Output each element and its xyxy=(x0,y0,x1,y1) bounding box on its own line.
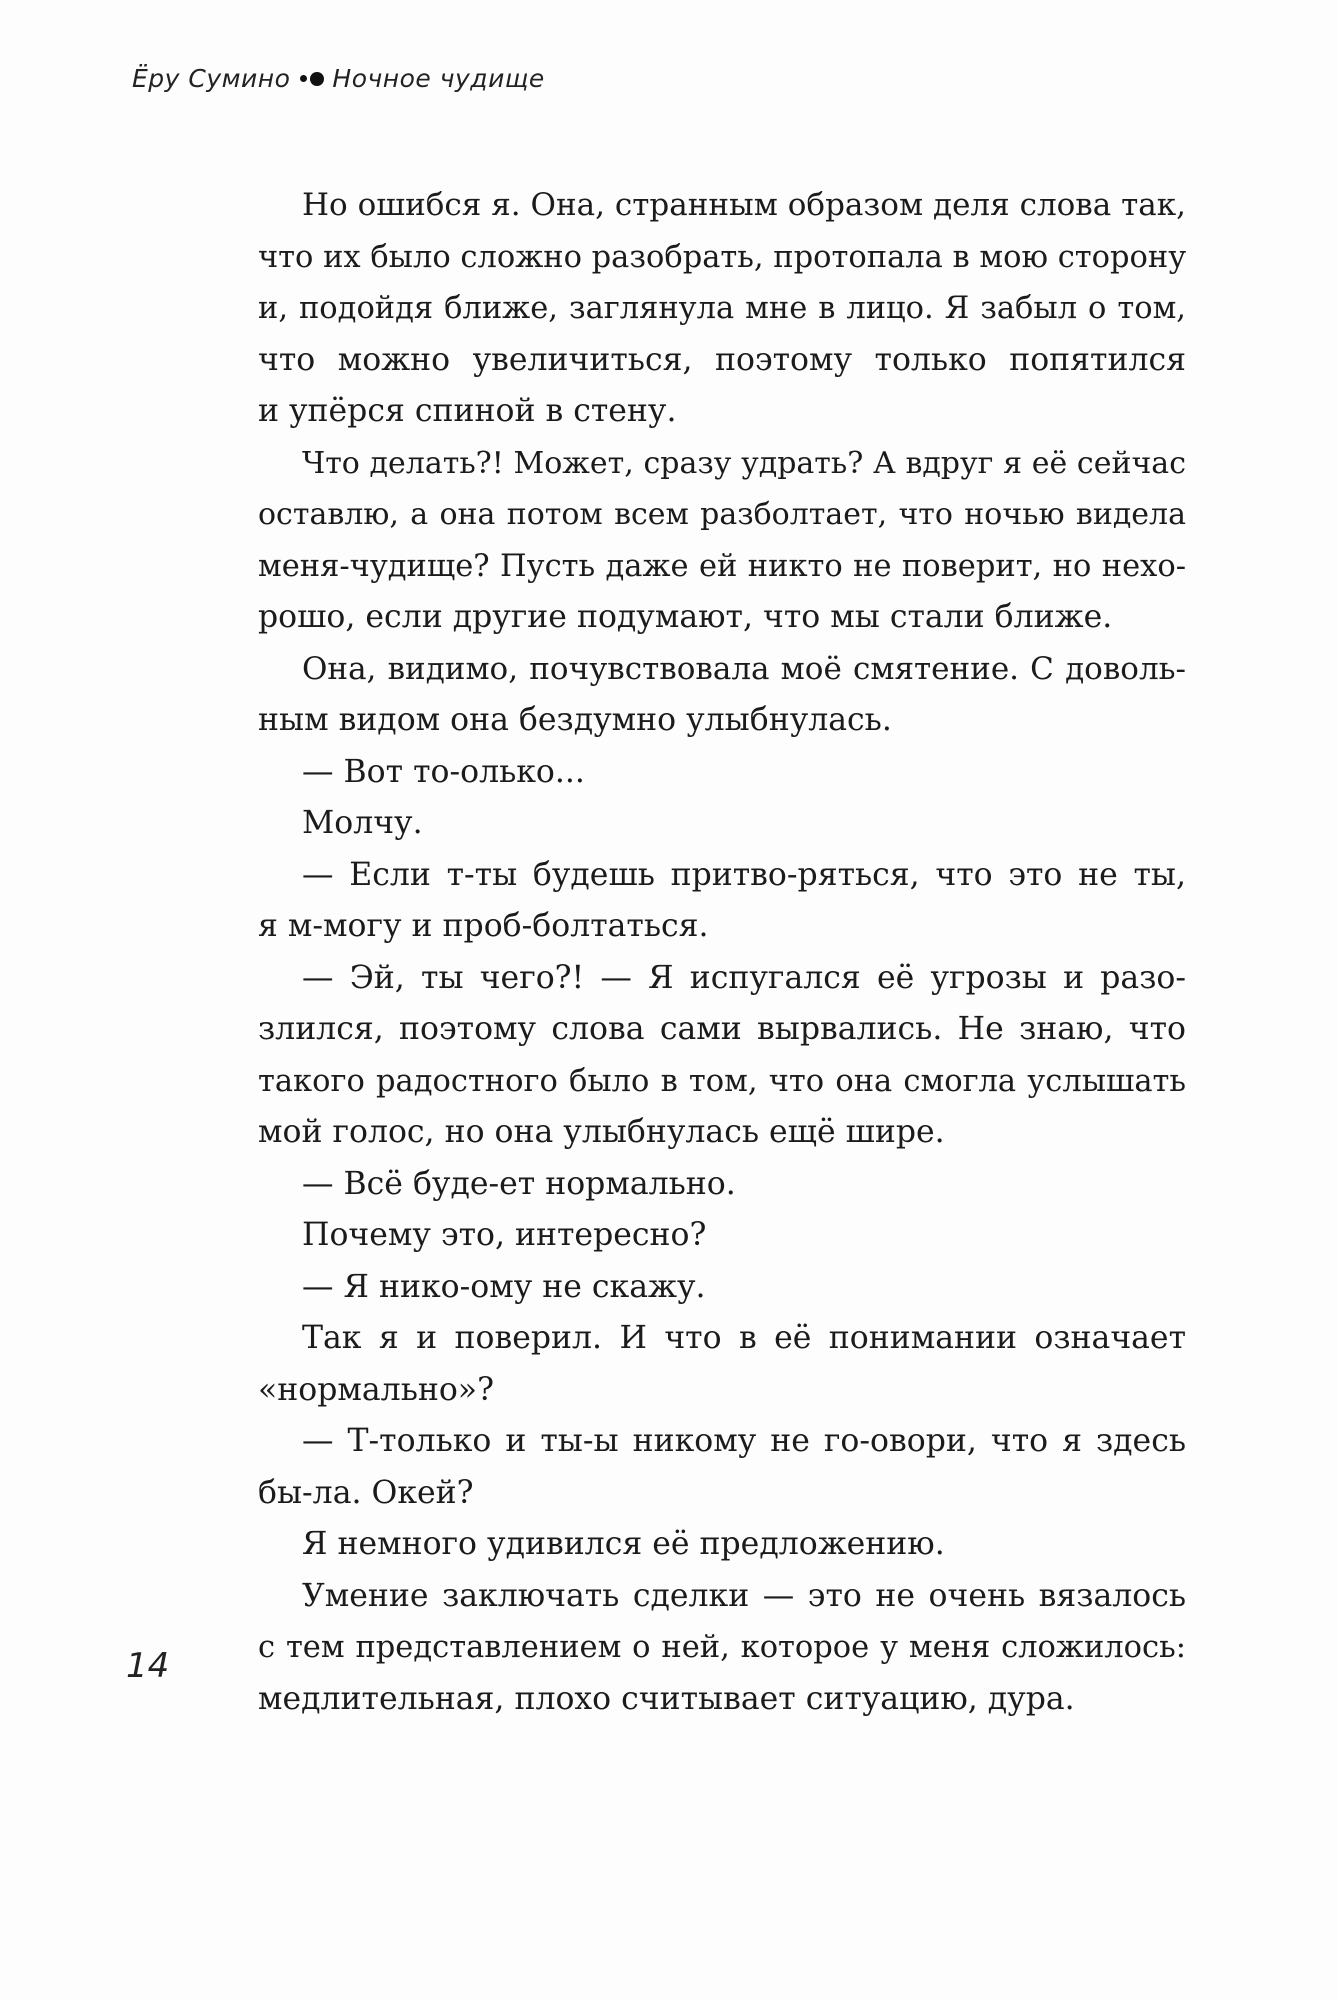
text-line: Так я и поверил. И что в её понимании означает xyxy=(302,1320,1186,1356)
text-line: Почему это, интересно? xyxy=(302,1217,707,1253)
text-line: оставлю, а она потом всем разболтает, что ночью видела xyxy=(258,497,1186,532)
text-line: — Вот то-олько... xyxy=(302,753,585,790)
text-line: злился, поэтому слова сами вырвались. Не знаю, что xyxy=(258,1011,1186,1047)
text-line: рошо, если другие подумают, что мы стали ближе. xyxy=(258,599,1113,635)
text-line: что можно увеличиться, поэтому только попятился xyxy=(258,341,1186,378)
header-separator-icon xyxy=(300,72,324,86)
body-text xyxy=(258,180,1186,1725)
text-line: с тем представлением о ней, которое у меня сложилось: xyxy=(258,1630,1186,1665)
text-line: и, подойдя ближе, заглянула мне в лицо. Я забыл о том, xyxy=(258,291,1186,326)
text-line: Она, видимо, почувствовала моё смятение. С доволь- xyxy=(302,650,1186,687)
text-line: бы-ла. Окей? xyxy=(258,1474,474,1511)
header-author: Ёру Сумино xyxy=(132,64,291,93)
page-number: 14 xyxy=(126,1646,170,1686)
text-line: я м-могу и проб-болтаться. xyxy=(258,908,709,944)
text-line: меня-чудище? Пусть даже ей никто не поверит, но нехо- xyxy=(258,548,1186,584)
text-line: Молчу. xyxy=(302,805,423,841)
header-book-title: Ночное чудище xyxy=(332,64,545,93)
text-line: ным видом она бездумно улыбнулась. xyxy=(258,702,892,738)
text-line: мой голос, но она улыбнулась ещё шире. xyxy=(258,1114,945,1150)
text-line: — Всё буде-ет нормально. xyxy=(302,1165,736,1202)
text-line: — Эй, ты чего?! — Я испугался её угрозы и разо- xyxy=(302,959,1186,996)
text-line: Но ошибся я. Она, странным образом деля слова так, xyxy=(302,187,1186,223)
text-line: что их было сложно разобрать, протопала в мою сторону xyxy=(258,239,1187,275)
text-line: — Т-только и ты-ы никому не го-овори, что я здесь xyxy=(302,1423,1186,1459)
running-header xyxy=(132,64,545,93)
text-line: такого радостного было в том, что она смогла услышать xyxy=(258,1063,1186,1099)
text-line: Я немного удивился её предложению. xyxy=(302,1526,945,1562)
text-line: «нормально»? xyxy=(258,1371,494,1408)
text-line: медлительная, плохо считывает ситуацию, дура. xyxy=(258,1680,1075,1717)
text-line: Что делать?! Может, сразу удрать? А вдруг я её сейчас xyxy=(302,445,1186,481)
text-line: — Я нико-ому не скажу. xyxy=(302,1268,706,1305)
text-line: и упёрся спиной в стену. xyxy=(258,393,677,429)
text-line: Умение заключать сделки — это не очень вязалось xyxy=(302,1577,1186,1614)
text-line: — Если т-ты будешь притво-ряться, что это не ты, xyxy=(302,856,1186,893)
